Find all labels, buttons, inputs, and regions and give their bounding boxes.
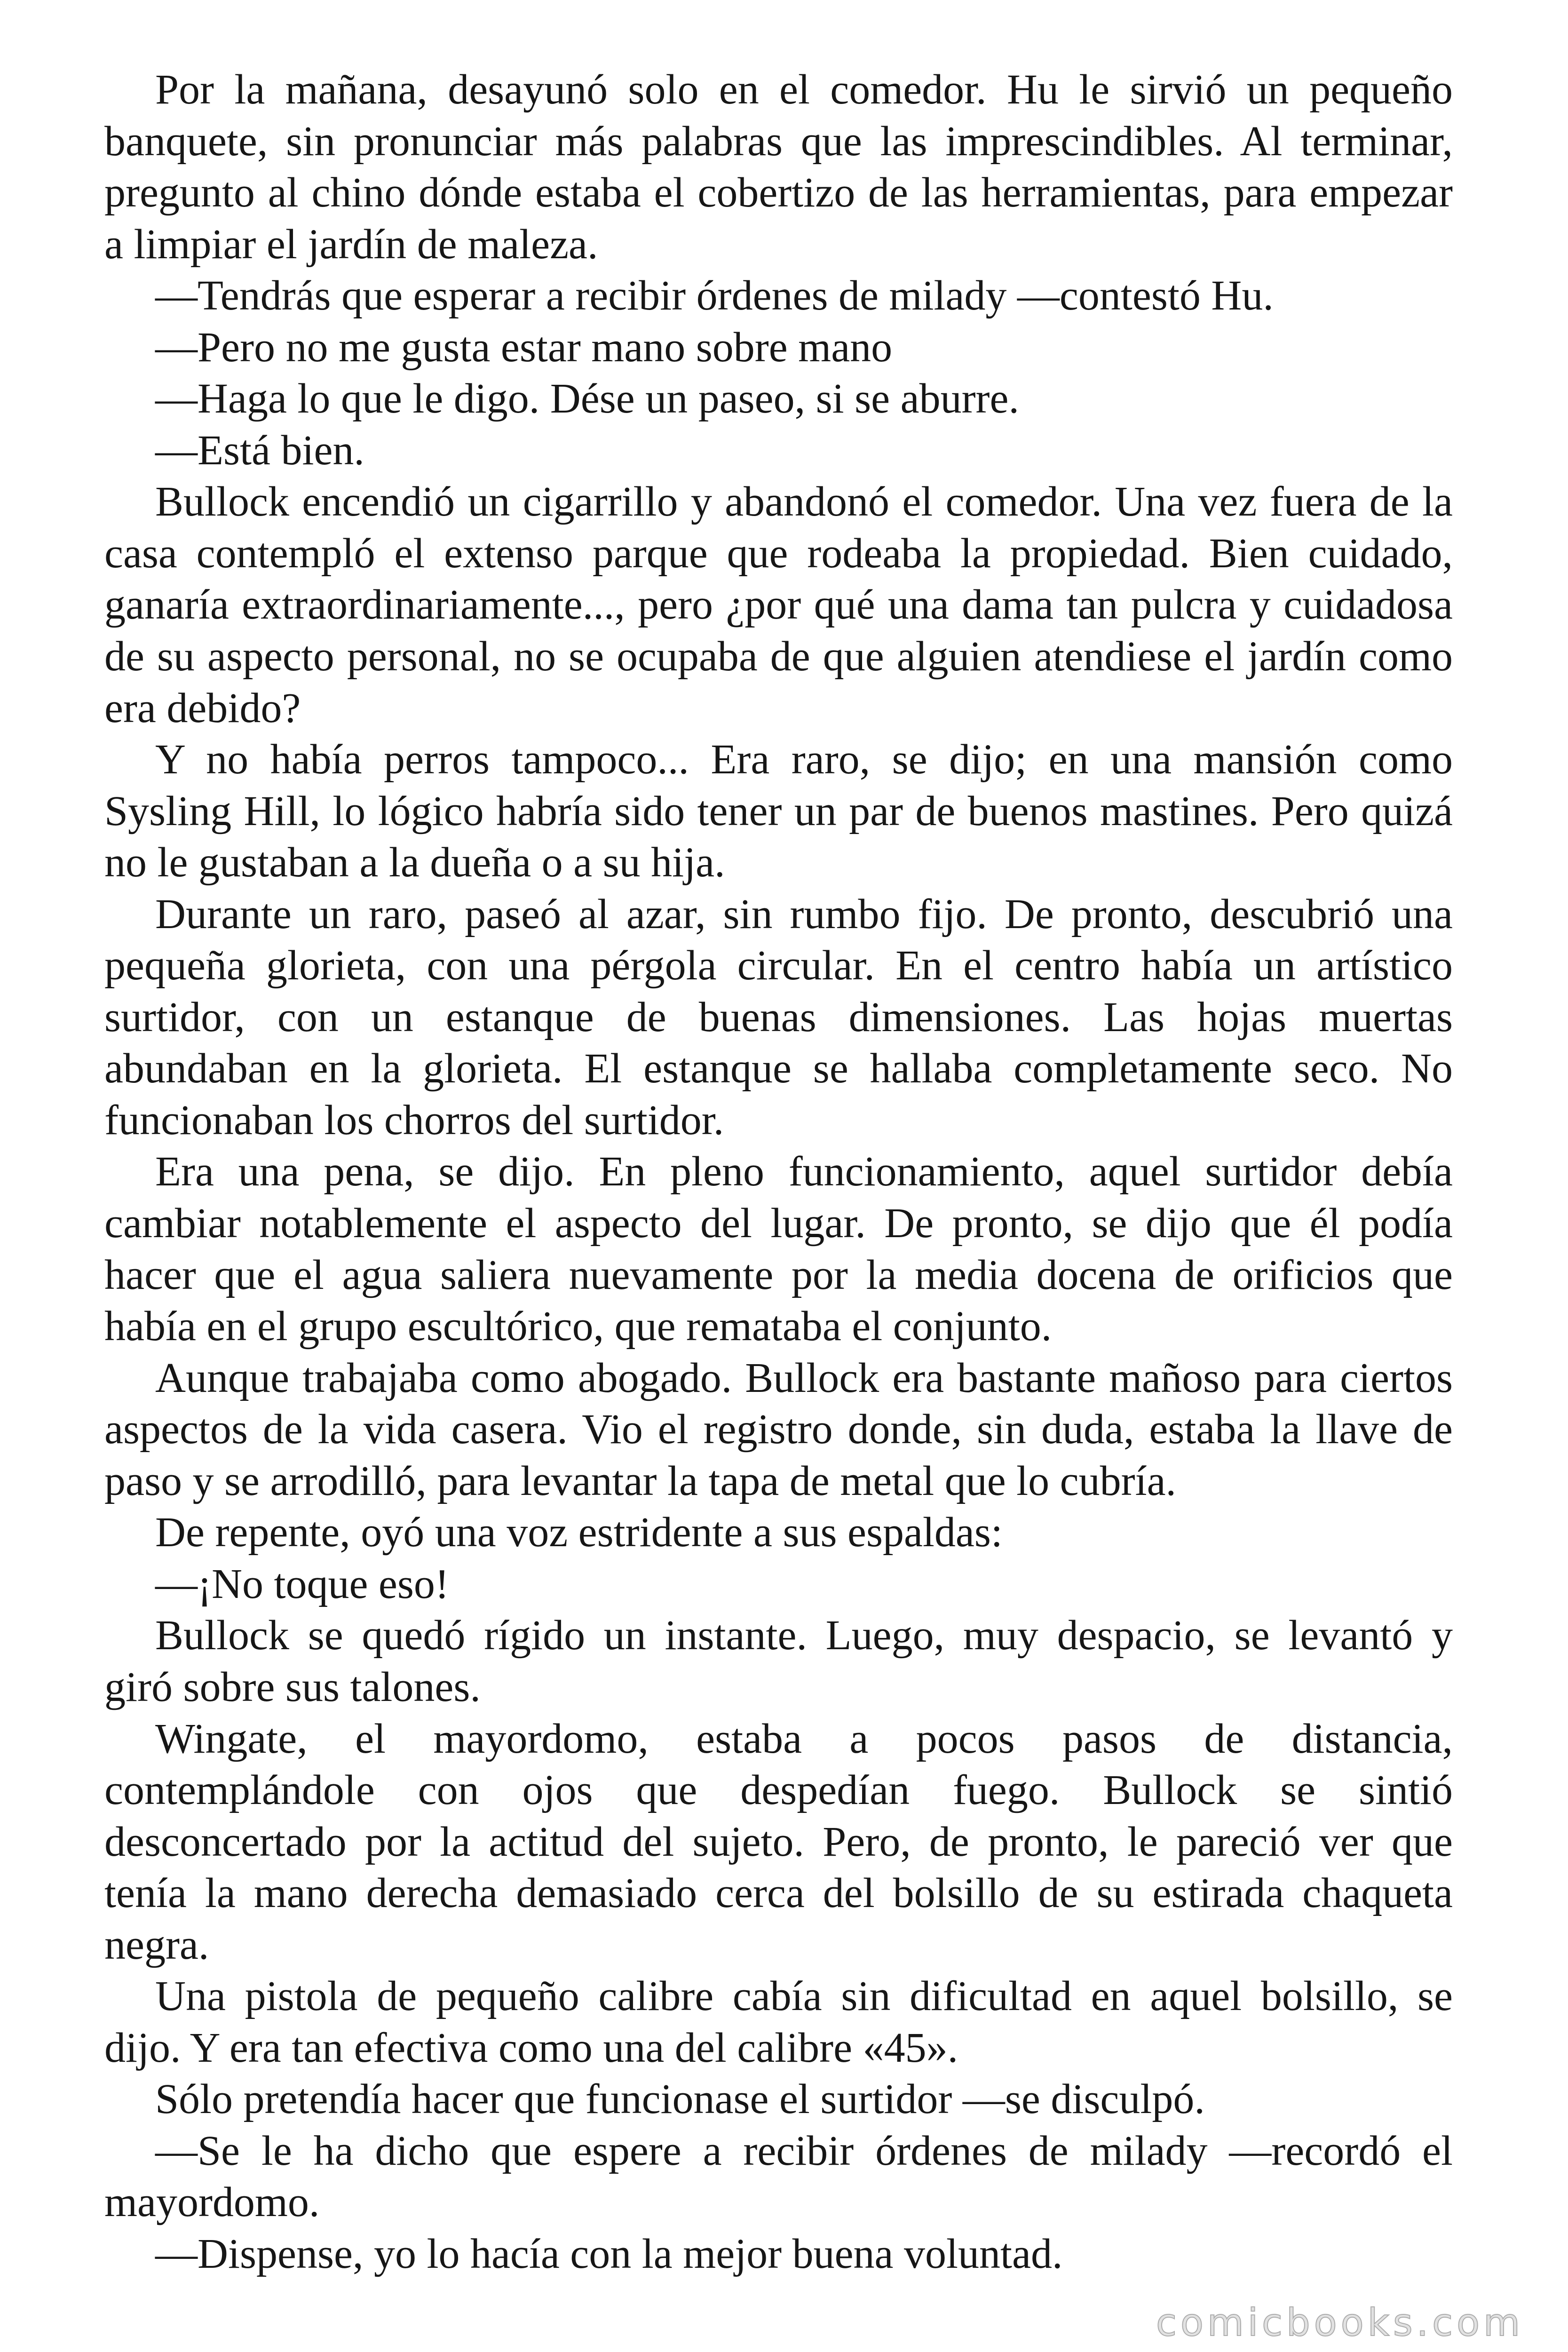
text-line: no le gustaban a la dueña o a su hija.	[104, 839, 725, 886]
text-line: —Pero no me gusta estar mano sobre mano	[155, 324, 893, 371]
paragraph	[104, 476, 1453, 734]
paragraph	[104, 373, 1453, 425]
paragraph	[104, 1146, 1453, 1352]
text-line: pregunto al chino dónde estaba el cobertizo de las herramientas, para empezar	[104, 169, 1453, 216]
paragraph	[104, 734, 1453, 889]
paragraph	[104, 1971, 1453, 2074]
text-line: Bullock encendió un cigarrillo y abandonó el comedor. Una vez fuera de la	[155, 478, 1453, 525]
text-line: funcionaban los chorros del surtidor.	[104, 1097, 724, 1144]
text-line: a limpiar el jardín de maleza.	[104, 221, 598, 268]
text-line: Sysling Hill, lo lógico habría sido tener un par de buenos mastines. Pero quizá	[104, 787, 1453, 834]
text-line: era debido?	[104, 684, 301, 731]
text-line: negra.	[104, 1921, 209, 1968]
paragraph	[104, 889, 1453, 1146]
text-line: hacer que el agua saliera nuevamente por la media docena de orificios que	[104, 1251, 1453, 1298]
text-line: aspectos de la vida casera. Vio el registro donde, sin duda, estaba la llave de	[104, 1406, 1453, 1453]
text-line: Wingate, el mayordomo, estaba a pocos pasos de distancia,	[155, 1715, 1453, 1762]
text-line: banquete, sin pronunciar más palabras que las imprescindibles. Al terminar,	[104, 118, 1453, 165]
text-line: surtidor, con un estanque de buenas dimensiones. Las hojas muertas	[104, 993, 1453, 1041]
paragraph	[104, 2074, 1453, 2125]
paragraph	[104, 1352, 1453, 1507]
text-line: mayordomo.	[104, 2179, 320, 2226]
paragraph	[104, 2228, 1453, 2280]
text-line: cambiar notablemente el aspecto del lugar. De pronto, se dijo que él podía	[104, 1200, 1453, 1247]
body-text	[104, 64, 1453, 2280]
text-line: —¡No toque eso!	[155, 1560, 449, 1607]
text-line: dijo. Y era tan efectiva como una del calibre «45».	[104, 2024, 958, 2071]
text-line: Bullock se quedó rígido un instante. Luego, muy despacio, se levantó y	[155, 1612, 1453, 1659]
text-line: tenía la mano derecha demasiado cerca del bolsillo de su estirada chaqueta	[104, 1870, 1453, 1917]
text-line: —Dispense, yo lo hacía con la mejor buena voluntad.	[155, 2230, 1063, 2277]
text-line: giró sobre sus talones.	[104, 1663, 481, 1710]
paragraph	[104, 1507, 1453, 1558]
text-line: Sólo pretendía hacer que funcionase el surtidor —se disculpó.	[155, 2076, 1205, 2123]
text-line: ganaría extraordinariamente..., pero ¿por qué una dama tan pulcra y cuidadosa	[104, 581, 1453, 628]
text-line: Por la mañana, desayunó solo en el comedor. Hu le sirvió un pequeño	[155, 66, 1453, 113]
text-line: Era una pena, se dijo. En pleno funcionamiento, aquel surtidor debía	[155, 1148, 1453, 1195]
text-line: abundaban en la glorieta. El estanque se hallaba completamente seco. No	[104, 1045, 1453, 1092]
paragraph	[104, 64, 1453, 270]
watermark: comicbooks.com	[1156, 2301, 1524, 2344]
text-line: contemplándole con ojos que despedían fuego. Bullock se sintió	[104, 1767, 1453, 1814]
text-line: había en el grupo escultórico, que remataba el conjunto.	[104, 1303, 1052, 1350]
text-line: desconcertado por la actitud del sujeto. Pero, de pronto, le pareció ver que	[104, 1818, 1453, 1865]
text-line: Una pistola de pequeño calibre cabía sin dificultad en aquel bolsillo, se	[155, 1973, 1453, 2020]
text-line: Durante un raro, paseó al azar, sin rumbo fijo. De pronto, descubrió una	[155, 890, 1453, 938]
paragraph	[104, 270, 1453, 322]
text-line: de su aspecto personal, no se ocupaba de que alguien atendiese el jardín como	[104, 633, 1453, 680]
paragraph	[104, 1610, 1453, 1713]
text-line: paso y se arrodilló, para levantar la tapa de metal que lo cubría.	[104, 1457, 1177, 1504]
paragraph	[104, 425, 1453, 477]
text-line: —Haga lo que le digo. Dése un paseo, si se aburre.	[155, 375, 1019, 422]
text-line: —Tendrás que esperar a recibir órdenes de milady —contestó Hu.	[155, 272, 1274, 319]
text-line: pequeña glorieta, con una pérgola circular. En el centro había un artístico	[104, 942, 1453, 989]
paragraph	[104, 1713, 1453, 1971]
paragraph	[104, 1558, 1453, 1610]
text-line: Y no había perros tampoco... Era raro, se dijo; en una mansión como	[155, 736, 1453, 783]
text-line: —Está bien.	[155, 427, 364, 474]
paragraph	[104, 2125, 1453, 2228]
text-line: —Se le ha dicho que espere a recibir órdenes de milady —recordó el	[155, 2127, 1453, 2174]
paragraph	[104, 322, 1453, 373]
text-line: De repente, oyó una voz estridente a sus espaldas:	[155, 1509, 1003, 1556]
text-line: Aunque trabajaba como abogado. Bullock era bastante mañoso para ciertos	[155, 1354, 1453, 1401]
text-line: casa contempló el extenso parque que rodeaba la propiedad. Bien cuidado,	[104, 530, 1453, 577]
